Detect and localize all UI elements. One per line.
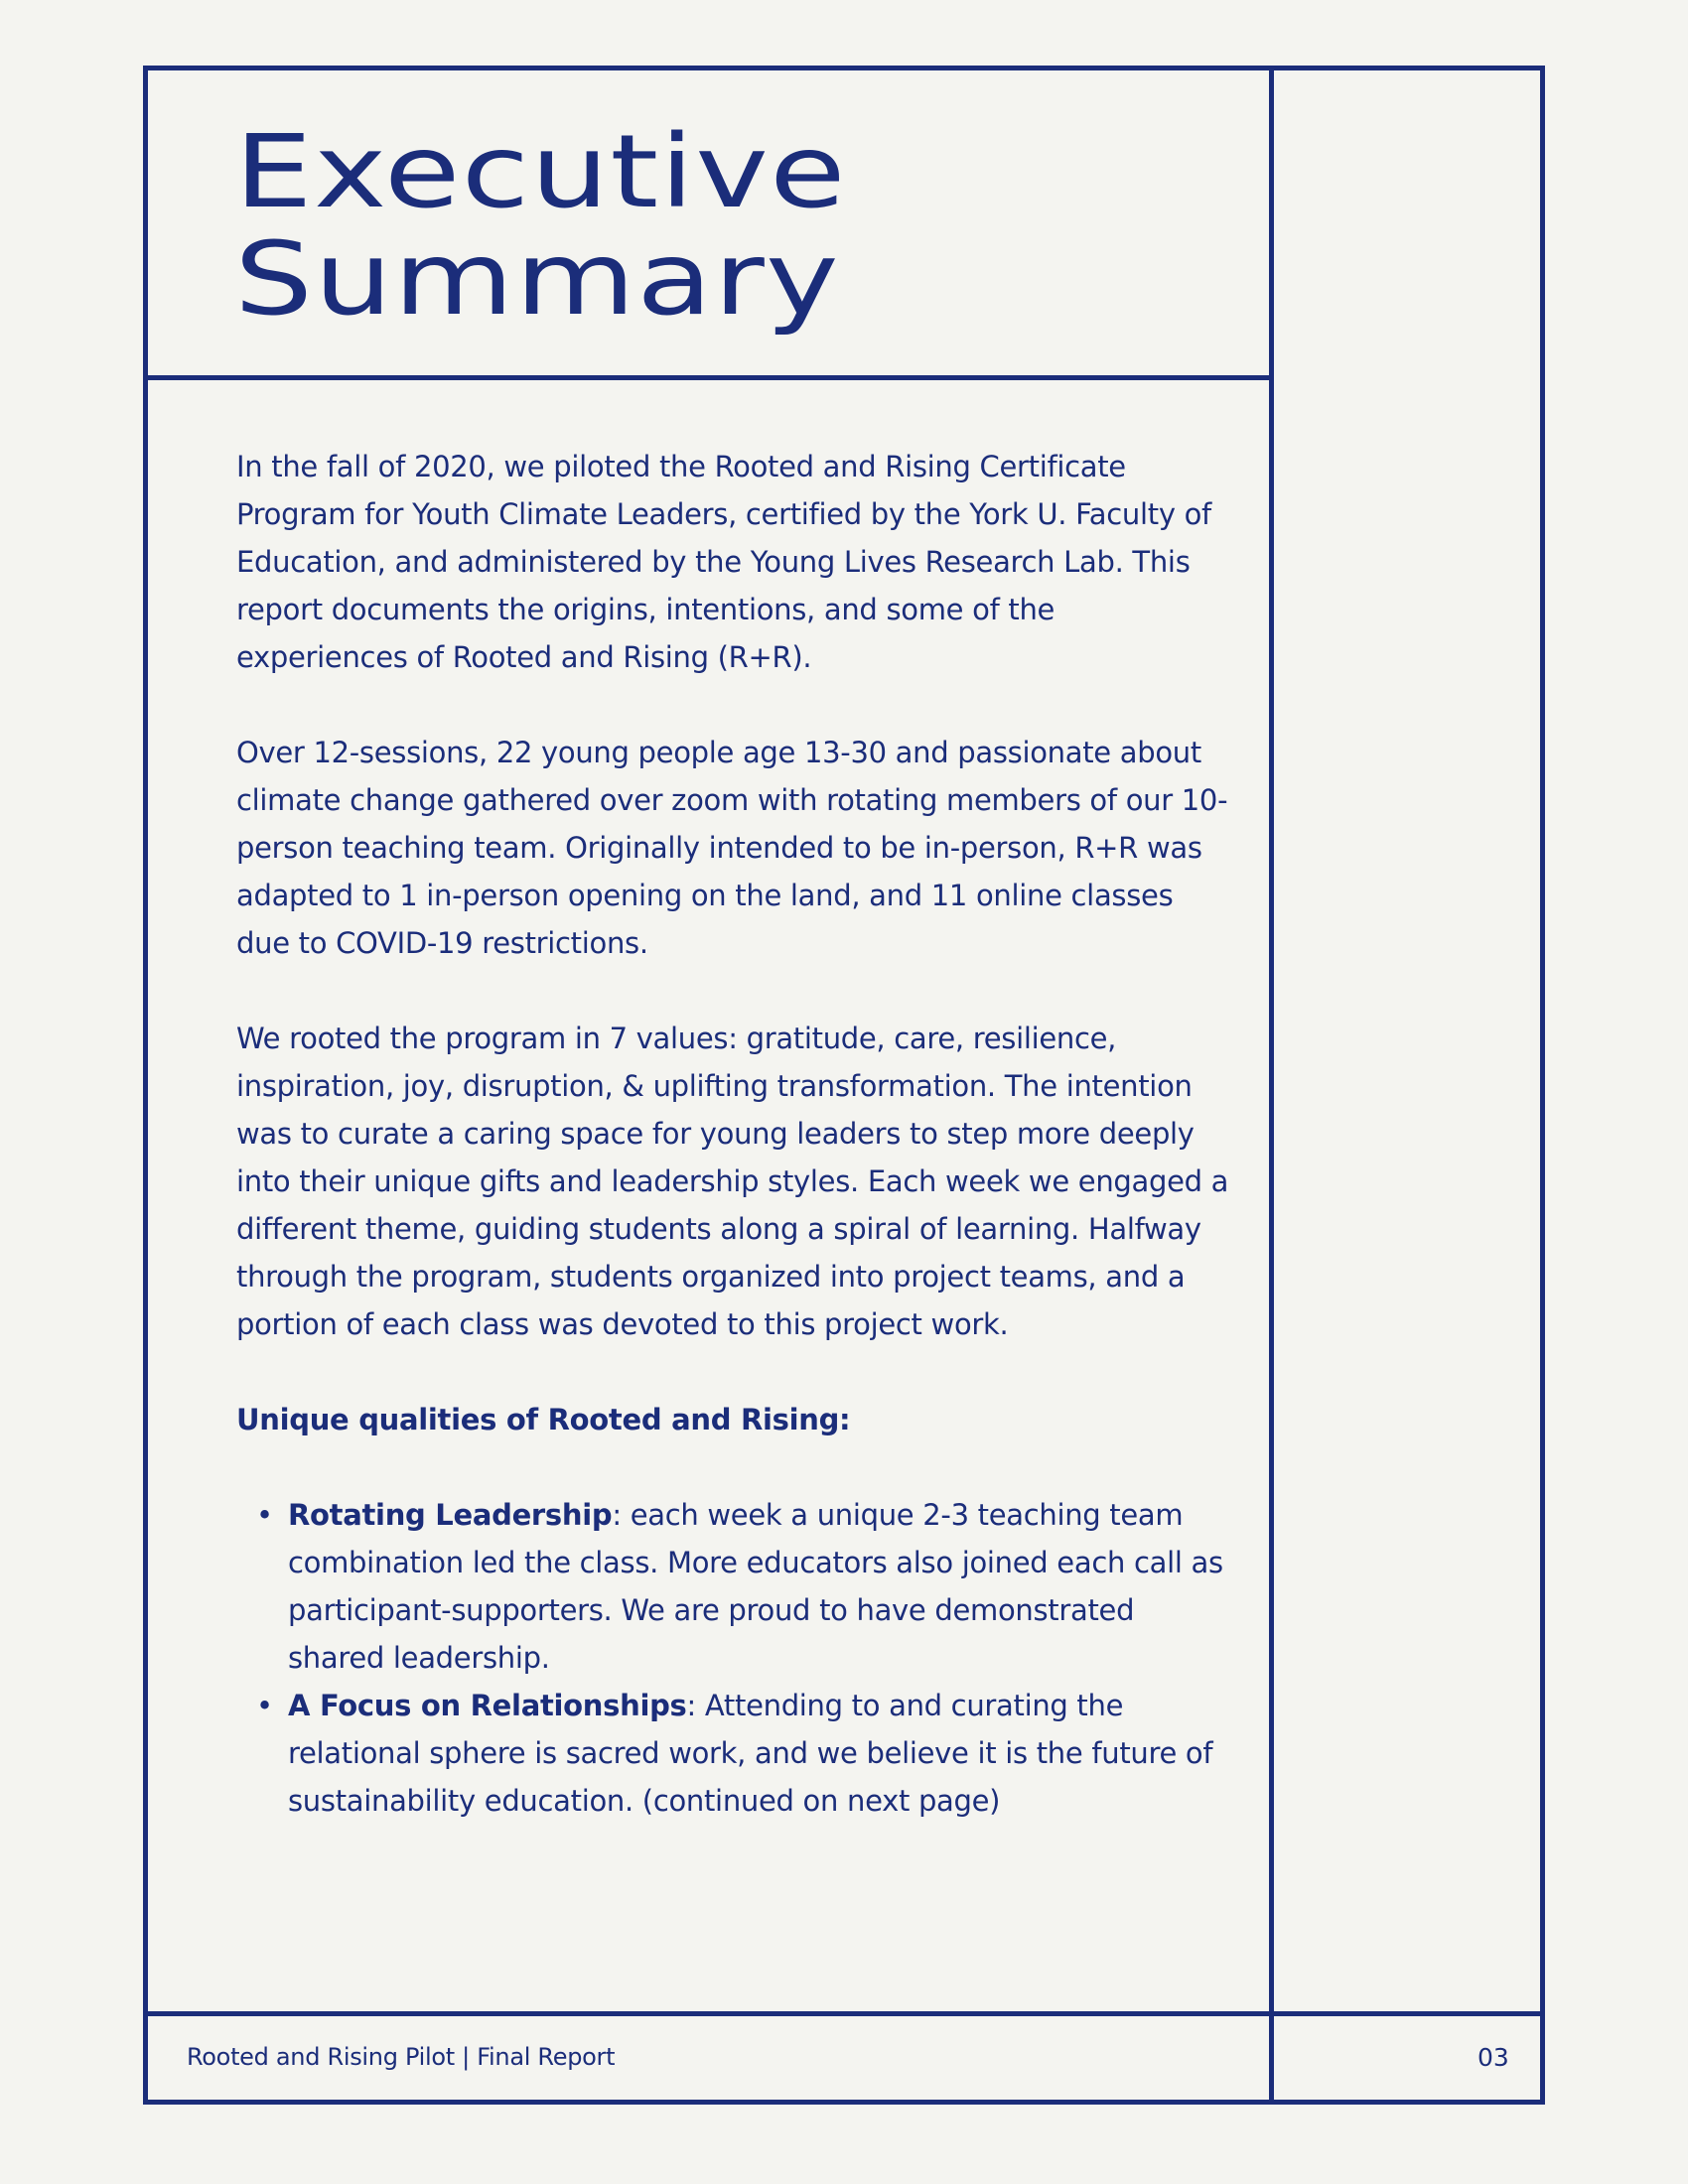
- list-item-bold: A Focus on Relationships: [288, 1689, 687, 1722]
- bullet-icon: •: [256, 1498, 273, 1532]
- list-item-text: : Attending to and curating the relational sphere is sacred work, and we believe it is the future of sustainability education. (continued on next page): [288, 1689, 1213, 1818]
- section-subheading: Unique qualities of Rooted and Rising:: [236, 1403, 851, 1436]
- footer-divider: [143, 2011, 1545, 2016]
- paragraph-intro: In the fall of 2020, we piloted the Rooted and Rising Certificate Program for Youth Climate Leaders, certified by the York U. Faculty of Education, and administered by the Young Lives Research Lab. This report documents the origins, intentions, and some of the experiences of Rooted and Rising (R+R).: [236, 450, 1211, 674]
- body-content: [236, 443, 1229, 1825]
- page-number: 03: [1477, 2043, 1509, 2072]
- page-title: [234, 113, 847, 339]
- list-item-bold: Rotating Leadership: [288, 1498, 613, 1532]
- title-line-1: Executive: [234, 113, 847, 231]
- list-item: [256, 1491, 1229, 1682]
- footer-report-title: Rooted and Rising Pilot | Final Report: [187, 2043, 616, 2071]
- paragraph-values: We rooted the program in 7 values: gratitude, care, resilience, inspiration, joy, disruption, & uplifting transformation. The intention was to curate a caring space for young leaders to step more deeply into their unique gifts and leadership styles. Each week we engaged a different theme, guiding students along a spiral of learning. Halfway through the program, students organized into project teams, and a portion of each class was devoted to this project work.: [236, 1022, 1229, 1341]
- title-line-2: Summary: [234, 220, 840, 339]
- qualities-list: [236, 1491, 1229, 1825]
- list-item-text: : each week a unique 2-3 teaching team combination led the class. More educators also joined each call as participant-supporters. We are proud to have demonstrated shared leadership.: [288, 1498, 1223, 1675]
- list-item: [256, 1682, 1229, 1825]
- title-divider: [143, 375, 1274, 380]
- bullet-icon: •: [256, 1689, 273, 1722]
- paragraph-sessions: Over 12-sessions, 22 young people age 13-30 and passionate about climate change gathered over zoom with rotating members of our 10-person teaching team. Originally intended to be in-person, R+R was adapted to 1 in-person opening on the land, and 11 online classes due to COVID-19 restrictions.: [236, 736, 1228, 960]
